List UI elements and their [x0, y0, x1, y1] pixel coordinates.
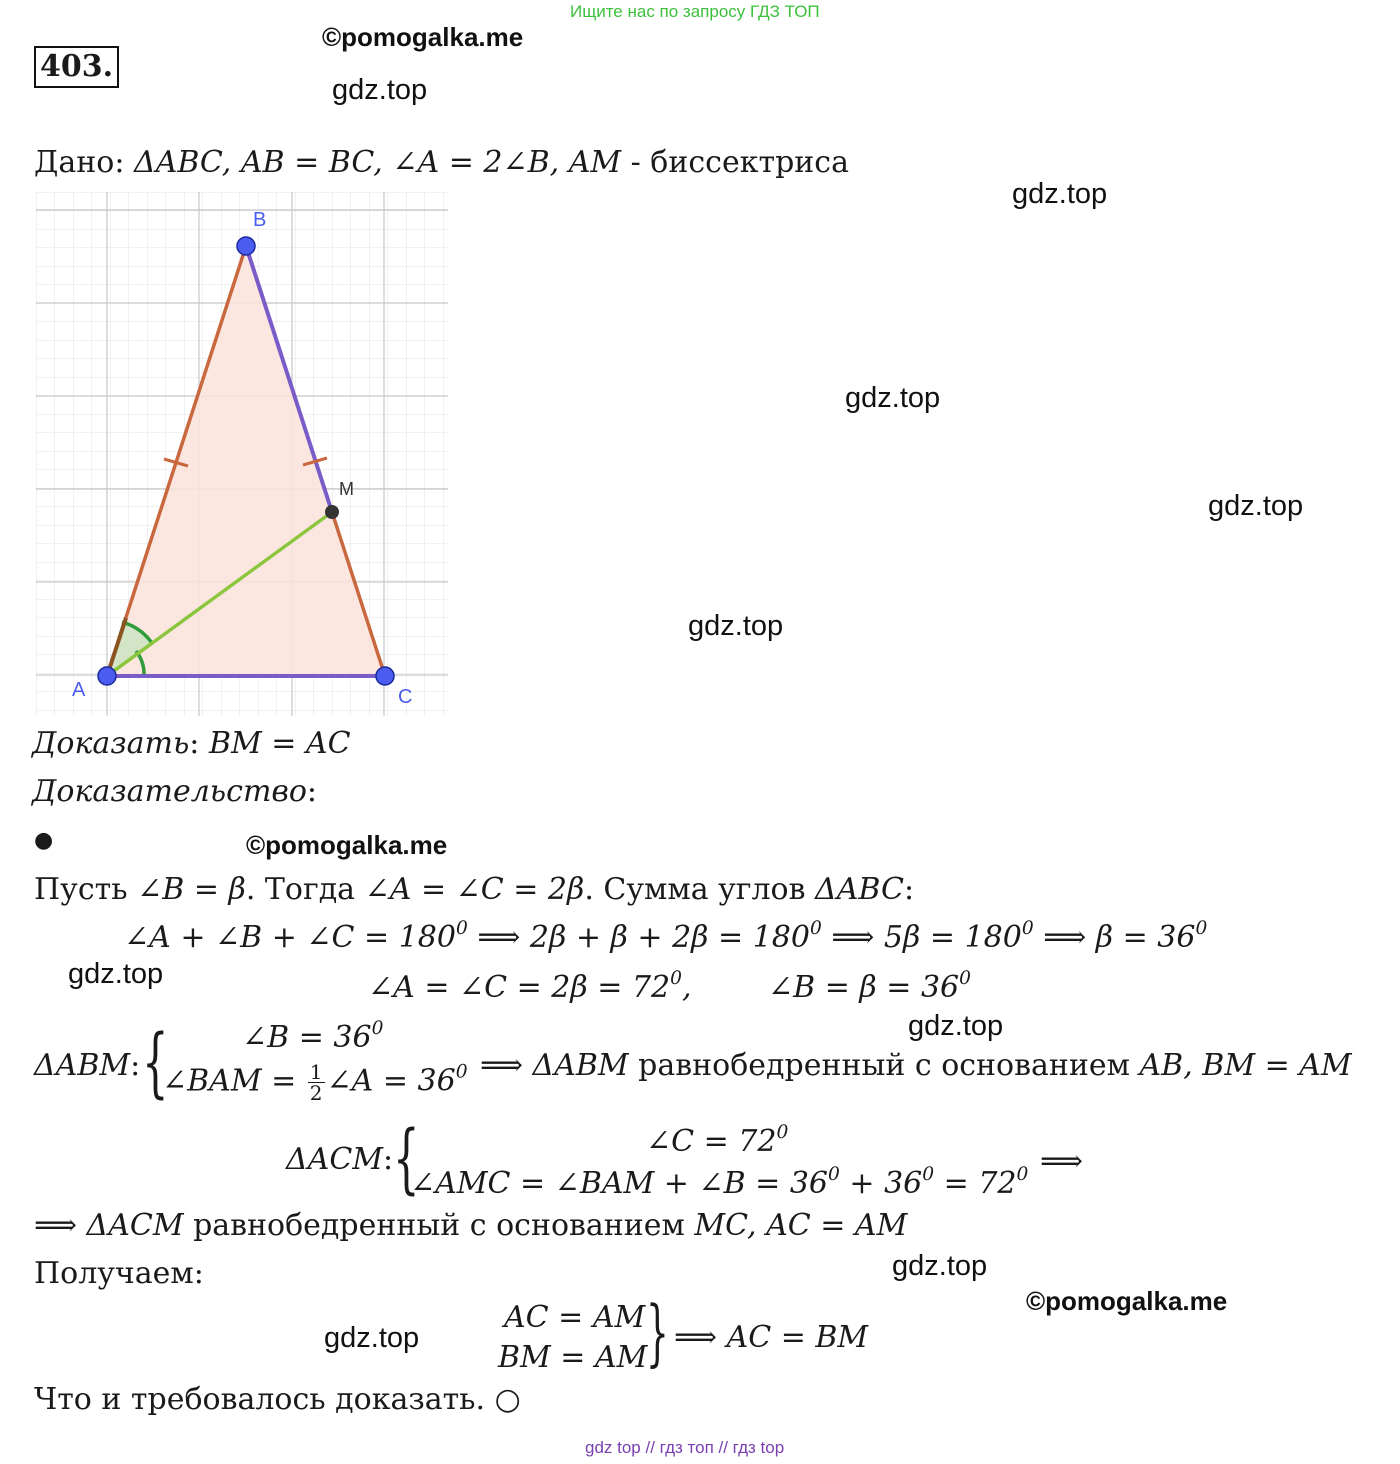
pomogalka-watermark: ©pomogalka.me	[1026, 1286, 1228, 1316]
search-hint: Ищите нас по запросу ГДЗ ТОП	[570, 2, 820, 21]
prove-line: Доказать: BM = AC	[32, 726, 351, 761]
equation-angles: ∠A = ∠C = $2\beta = 72^0$,	[368, 967, 692, 1005]
final-result: ⟹ AC = BM	[674, 1320, 869, 1355]
gdz-watermark: gdz.top	[908, 1010, 1004, 1042]
label-m: M	[339, 479, 354, 499]
final-brace: }	[646, 1290, 669, 1374]
bullet: ●	[34, 828, 54, 853]
pomogalka-watermark: ©pomogalka.me	[322, 22, 524, 52]
acm-label: ΔACM:	[286, 1142, 394, 1177]
gdz-watermark: gdz.top	[332, 74, 428, 106]
point-a	[98, 667, 116, 685]
label-c: C	[398, 686, 413, 708]
gdz-watermark: gdz.top	[892, 1250, 988, 1282]
qed-line: Что и требовалось доказать. ○	[34, 1382, 521, 1417]
proof-heading: Доказательство:	[32, 774, 318, 809]
final-line-1: AC = AM	[504, 1300, 646, 1335]
gdz-watermark: gdz.top	[68, 958, 164, 990]
gdz-watermark: gdz.top	[688, 610, 784, 642]
abm-label: ΔABM:	[34, 1048, 141, 1083]
triangle-figure	[36, 192, 448, 716]
pomogalka-watermark: ©pomogalka.me	[246, 830, 448, 860]
label-b: B	[253, 209, 267, 231]
acm-result: ⟹ ΔACM равнобедренный с основанием MC, AC = AM	[34, 1208, 908, 1243]
given-formula: ΔABC, AB = BC, ∠A = 2∠B, AM	[133, 145, 622, 180]
proof-line-1: Пусть ∠B = β. Тогда ∠A = ∠C = 2β. Сумма углов ΔABC:	[34, 872, 915, 907]
abm-line-1: ∠B = $36^0$	[242, 1017, 384, 1055]
point-m	[325, 505, 339, 519]
acm-implies: ⟹	[1040, 1144, 1084, 1179]
gdz-watermark: gdz.top	[324, 1322, 420, 1354]
get-line: Получаем:	[34, 1256, 204, 1291]
abm-result: ⟹ ΔABM равнобедренный с основанием AB, BM = AM	[480, 1048, 1352, 1083]
acm-line-2: ∠AMC = ∠BAM + ∠B = $36^0 + 36^0 = 72^0$	[410, 1163, 1029, 1201]
point-c	[376, 667, 394, 685]
abm-line-2: ∠BAM = $\frac{1}{2}$ ∠A = $36^0$	[162, 1060, 468, 1105]
equation-angle-sum: ∠A + ∠B + ∠C = $180^0$ ⟹ $2\beta + \beta + 2\beta = 180^0$ ⟹ $5\beta = 180^0$ ⟹ $\beta = 36^0$	[124, 917, 1208, 955]
final-line-2: BM = AM	[498, 1340, 648, 1375]
acm-brace: {	[393, 1113, 420, 1202]
abm-brace: {	[142, 1017, 169, 1106]
problem-number: 403.	[34, 46, 119, 88]
acm-line-1: ∠C = $72^0$	[646, 1121, 789, 1159]
footer-links: gdz top // гдз топ // гдз top	[585, 1438, 785, 1457]
point-b	[237, 237, 255, 255]
label-a: A	[72, 679, 86, 701]
gdz-watermark: gdz.top	[845, 382, 941, 414]
gdz-watermark: gdz.top	[1208, 490, 1304, 522]
given-line	[34, 145, 849, 180]
given-suffix: - биссектриса	[621, 145, 849, 180]
equation-angle-b: ∠B = $\beta = 36^0$	[768, 967, 971, 1005]
gdz-watermark: gdz.top	[1012, 178, 1108, 210]
given-label: Дано:	[34, 145, 134, 180]
